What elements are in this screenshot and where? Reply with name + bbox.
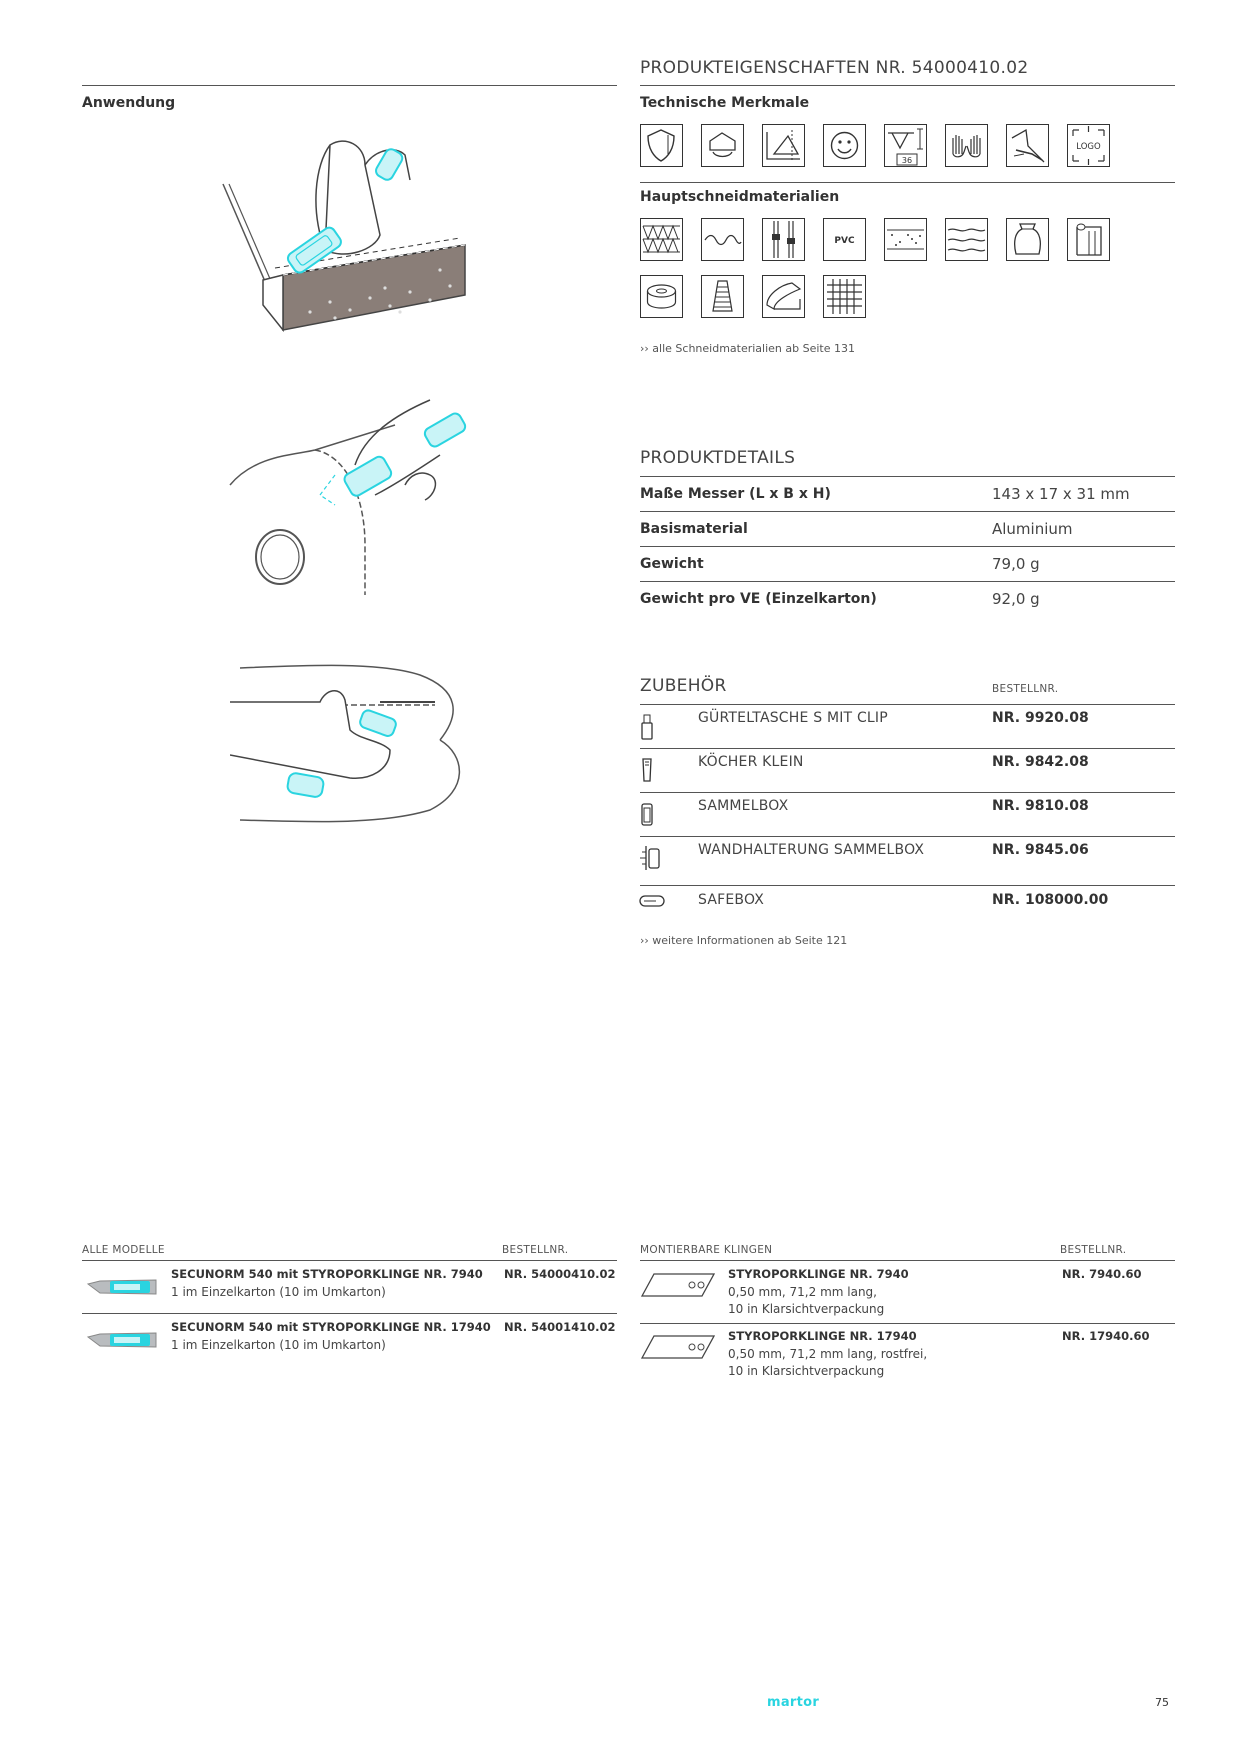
illustration-cutting-roll: [225, 395, 485, 595]
safety-shield-icon: [640, 124, 683, 167]
secunorm-540-image: [86, 1329, 158, 1351]
illustration-slicing-foam: [230, 660, 480, 830]
models-header: ALLE MODELLE: [82, 1244, 165, 1256]
accessories-title: ZUBEHÖR: [640, 676, 727, 696]
sack-icon: [1006, 218, 1049, 261]
left-top-rule: [82, 85, 617, 86]
details-title: PRODUKTDETAILS: [640, 448, 796, 468]
properties-title: PRODUKTEIGENSCHAFTEN NR. 54000410.02: [640, 58, 1029, 78]
corrugated-cardboard-icon: [640, 218, 683, 261]
accessory-nr: NR. 108000.00: [992, 892, 1109, 908]
blade-change-icon: [1006, 124, 1049, 167]
model-title: SECUNORM 540 mit STYROPORKLINGE NR. 17940: [171, 1320, 491, 1334]
details-rule: [640, 476, 1175, 477]
accessory-nr: NR. 9842.08: [992, 754, 1089, 770]
foil-icon: [701, 218, 744, 261]
accessory-row-rule: [640, 748, 1175, 749]
blade-order-nr: NR. 17940.60: [1062, 1329, 1150, 1343]
wall-mount-icon: [638, 844, 662, 872]
blades-header: MONTIERBARE KLINGEN: [640, 1244, 773, 1256]
model-description: 1 im Einzelkarton (10 im Umkarton): [171, 1285, 386, 1299]
blade-description: 10 in Klarsichtverpackung: [728, 1302, 885, 1316]
pvc-icon: [823, 218, 866, 261]
martor-logo: martor: [767, 1695, 820, 1710]
details-label-material: Basismaterial: [640, 521, 748, 537]
blade-description: 10 in Klarsichtverpackung: [728, 1364, 885, 1378]
model-title: SECUNORM 540 mit STYROPORKLINGE NR. 7940: [171, 1267, 483, 1281]
accessories-note: ›› weitere Informationen ab Seite 121: [640, 934, 848, 947]
accessory-name: WANDHALTERUNG SAMMELBOX: [698, 842, 925, 858]
film-sheet-icon: [762, 275, 805, 318]
details-label-weight: Gewicht: [640, 556, 704, 572]
materials-rule: [640, 182, 1175, 183]
accessory-row-rule: [640, 885, 1175, 886]
face-protection-icon: [701, 124, 744, 167]
accessory-nr: NR. 9845.06: [992, 842, 1089, 858]
details-row-rule: [640, 511, 1175, 512]
materials-note: ›› alle Schneidmaterialien ab Seite 131: [640, 342, 855, 355]
illustration-cutting-block: [215, 140, 475, 340]
blades-rule: [640, 1260, 1175, 1261]
accessories-order-label: BESTELLNR.: [992, 683, 1059, 695]
blade-description: 0,50 mm, 71,2 mm lang, rostfrei,: [728, 1347, 928, 1361]
logo-print-icon: [1067, 124, 1110, 167]
blade-title: STYROPORKLINGE NR. 17940: [728, 1329, 917, 1343]
models-rule: [82, 1260, 617, 1261]
details-row-rule: [640, 581, 1175, 582]
woven-fabric-icon: [823, 275, 866, 318]
thread-spool-icon: [701, 275, 744, 318]
belt-pouch-icon: [640, 713, 654, 741]
blade-description: 0,50 mm, 71,2 mm lang,: [728, 1285, 877, 1299]
styropor-blade-image: [640, 1334, 716, 1360]
blade-title: STYROPORKLINGE NR. 7940: [728, 1267, 909, 1281]
model-row-rule: [82, 1313, 617, 1314]
secunorm-540-image: [86, 1276, 158, 1298]
svg-text:36: 36: [901, 156, 913, 165]
details-value-unit-weight: 92,0 g: [992, 590, 1040, 608]
safebox-icon: [638, 891, 666, 911]
tech-features-heading: Technische Merkmale: [640, 95, 810, 111]
details-label-unit-weight: Gewicht pro VE (Einzelkarton): [640, 591, 877, 607]
layered-material-icon: [945, 218, 988, 261]
accessory-name: KÖCHER KLEIN: [698, 754, 804, 770]
blade-row-rule: [640, 1323, 1175, 1324]
model-description: 1 im Einzelkarton (10 im Umkarton): [171, 1338, 386, 1352]
smiley-icon: [823, 124, 866, 167]
page-number: 75: [1155, 1696, 1169, 1709]
accessory-nr: NR. 9810.08: [992, 798, 1089, 814]
blade-depth-icon: [762, 124, 805, 167]
svg-text:PVC: PVC: [834, 236, 855, 246]
model-order-nr: NR. 54000410.02: [504, 1267, 616, 1281]
details-label-dimensions: Maße Messer (L x B x H): [640, 486, 831, 502]
quiver-icon: [640, 756, 654, 784]
svg-text:LOGO: LOGO: [1076, 142, 1101, 152]
accessory-name: SAMMELBOX: [698, 798, 789, 814]
properties-rule: [640, 85, 1175, 86]
hands-icon: [945, 124, 988, 167]
accessory-name: GÜRTELTASCHE S MIT CLIP: [698, 710, 888, 726]
details-value-material: Aluminium: [992, 520, 1073, 538]
details-row-rule: [640, 546, 1175, 547]
blade-order-nr: NR. 7940.60: [1062, 1267, 1142, 1281]
blades-order-label: BESTELLNR.: [1060, 1244, 1127, 1256]
model-order-nr: NR. 54001410.02: [504, 1320, 616, 1334]
collection-box-icon: [640, 800, 654, 828]
accessory-nr: NR. 9920.08: [992, 710, 1089, 726]
details-value-dimensions: 143 x 17 x 31 mm: [992, 485, 1130, 503]
materials-heading: Hauptschneidmaterialien: [640, 189, 840, 205]
models-order-label: BESTELLNR.: [502, 1244, 569, 1256]
left-heading: Anwendung: [82, 95, 176, 111]
styropor-blade-image: [640, 1272, 716, 1298]
accessories-rule: [640, 704, 1175, 705]
strapping-icon: [762, 218, 805, 261]
foam-icon: [884, 218, 927, 261]
roll-icon: [1067, 218, 1110, 261]
cutting-depth-36-icon: [884, 124, 927, 167]
accessory-name: SAFEBOX: [698, 892, 765, 908]
accessory-row-rule: [640, 836, 1175, 837]
accessory-row-rule: [640, 792, 1175, 793]
tape-roll-icon: [640, 275, 683, 318]
details-value-weight: 79,0 g: [992, 555, 1040, 573]
